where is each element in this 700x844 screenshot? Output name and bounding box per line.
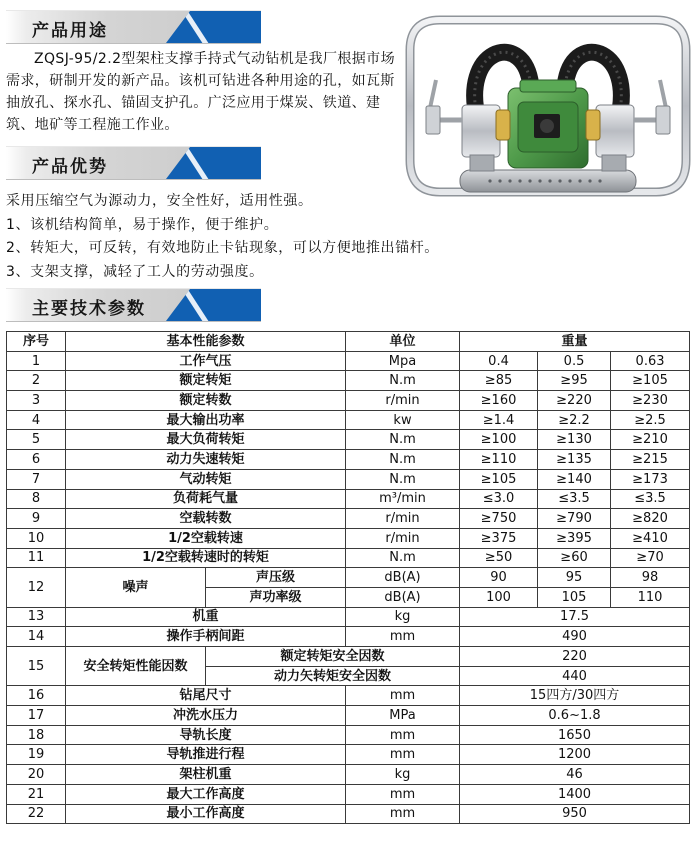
- row-number: 9: [7, 509, 66, 529]
- row-number: 12: [7, 568, 66, 607]
- row-number: 18: [7, 725, 66, 745]
- row-number: 10: [7, 528, 66, 548]
- table-row: [7, 410, 690, 430]
- unit-cell: kg: [346, 607, 460, 627]
- value-cell: ≥220: [538, 391, 611, 411]
- row-number: 8: [7, 489, 66, 509]
- unit-cell: MPa: [346, 706, 460, 726]
- unit-cell: kw: [346, 410, 460, 430]
- value-cell: ≥790: [538, 509, 611, 529]
- param-group: 安全转矩性能因数: [66, 647, 206, 686]
- param-name: 动力矢转矩安全因数: [206, 666, 460, 686]
- advantage-line: 2、转矩大，可反转，有效地防止卡钻现象，可以方便地推出锚杆。: [6, 240, 439, 256]
- row-number: 22: [7, 804, 66, 824]
- param-name: 钻尾尺寸: [66, 686, 346, 706]
- table-row: [7, 528, 690, 548]
- header-accent-stripe: [166, 289, 261, 321]
- table-row: [7, 804, 690, 824]
- value-cell: ≥410: [611, 528, 690, 548]
- advantage-line: 采用压缩空气为源动力，安全性好，适用性强。: [6, 193, 313, 209]
- value-cell: ≥215: [611, 450, 690, 470]
- value-cell: 46: [460, 765, 690, 785]
- section-header-advantage: [6, 146, 261, 180]
- value-cell: ≥173: [611, 469, 690, 489]
- table-row: [7, 765, 690, 785]
- param-name: 空载转数: [66, 509, 346, 529]
- value-cell: ≥2.5: [611, 410, 690, 430]
- value-cell: ≤3.5: [538, 489, 611, 509]
- param-name: 额定转数: [66, 391, 346, 411]
- param-name: 工作气压: [66, 351, 346, 371]
- row-number: 21: [7, 784, 66, 804]
- param-name: 负荷耗气量: [66, 489, 346, 509]
- header-unit: 单位: [346, 332, 460, 352]
- unit-cell: m³/min: [346, 489, 460, 509]
- value-cell: ≥105: [460, 469, 538, 489]
- param-name: 最大工作高度: [66, 784, 346, 804]
- header-param: 基本性能参数: [66, 332, 346, 352]
- table-row: [7, 371, 690, 391]
- table-row: [7, 509, 690, 529]
- param-name: 额定转矩安全因数: [206, 647, 460, 667]
- table-row: [7, 706, 690, 726]
- value-cell: ≥210: [611, 430, 690, 450]
- table-row: [7, 489, 690, 509]
- table-row: [7, 351, 690, 371]
- product-photo: [400, 10, 696, 210]
- unit-cell: dB(A): [346, 568, 460, 588]
- param-name: 导轨长度: [66, 725, 346, 745]
- row-number: 3: [7, 391, 66, 411]
- param-name: 声压级: [206, 568, 346, 588]
- row-number: 1: [7, 351, 66, 371]
- value-cell: 440: [460, 666, 690, 686]
- row-number: 6: [7, 450, 66, 470]
- value-cell: 0.63: [611, 351, 690, 371]
- advantage-line: 3、支架支撑，减轻了工人的劳动强度。: [6, 263, 264, 280]
- row-number: 11: [7, 548, 66, 568]
- value-cell: 1200: [460, 745, 690, 765]
- row-number: 19: [7, 745, 66, 765]
- value-cell: 950: [460, 804, 690, 824]
- row-number: 20: [7, 765, 66, 785]
- value-cell: ≥85: [460, 371, 538, 391]
- row-number: 13: [7, 607, 66, 627]
- advantage-line: 1、该机结构简单，易于操作，便于维护。: [6, 216, 279, 233]
- value-cell: 1650: [460, 725, 690, 745]
- table-row: [7, 450, 690, 470]
- param-name: 最大输出功率: [66, 410, 346, 430]
- unit-cell: r/min: [346, 528, 460, 548]
- value-cell: 17.5: [460, 607, 690, 627]
- unit-cell: mm: [346, 745, 460, 765]
- row-number: 5: [7, 430, 66, 450]
- param-name: 最小工作高度: [66, 804, 346, 824]
- row-number: 2: [7, 371, 66, 391]
- header-accent-stripe: [166, 11, 261, 43]
- value-cell: ≤3.0: [460, 489, 538, 509]
- value-cell: 0.4: [460, 351, 538, 371]
- row-number: 16: [7, 686, 66, 706]
- param-name: 最大负荷转矩: [66, 430, 346, 450]
- advantage-list: [6, 190, 686, 284]
- value-cell: ≥60: [538, 548, 611, 568]
- row-number: 14: [7, 627, 66, 647]
- unit-cell: dB(A): [346, 587, 460, 607]
- unit-cell: mm: [346, 686, 460, 706]
- spec-table-body: [7, 351, 690, 824]
- usage-paragraph: ZQSJ-95/2.2型架柱支撑手持式气动钻机是我厂根据市场需求，研制开发的新产品。该机可钻进各种用途的孔，如瓦斯抽放孔、探水孔、锚固支护孔。广泛应用于煤炭、铁道、建筑、地矿等工程施工作业。: [6, 51, 395, 133]
- unit-cell: r/min: [346, 509, 460, 529]
- param-name: 声功率级: [206, 587, 346, 607]
- value-cell: 98: [611, 568, 690, 588]
- value-cell: 0.6~1.8: [460, 706, 690, 726]
- value-cell: ≥110: [460, 450, 538, 470]
- table-header-row: [7, 332, 690, 352]
- unit-cell: N.m: [346, 371, 460, 391]
- table-row: [7, 391, 690, 411]
- param-group: 噪声: [66, 568, 206, 607]
- value-cell: ≥1.4: [460, 410, 538, 430]
- value-cell: 490: [460, 627, 690, 647]
- header-no: 序号: [7, 332, 66, 352]
- unit-cell: kg: [346, 765, 460, 785]
- table-row: [7, 469, 690, 489]
- pneumatic-drill-photo: [400, 10, 696, 210]
- unit-cell: N.m: [346, 430, 460, 450]
- value-cell: ≥105: [611, 371, 690, 391]
- value-cell: ≥2.2: [538, 410, 611, 430]
- unit-cell: mm: [346, 725, 460, 745]
- param-name: 冲洗水压力: [66, 706, 346, 726]
- table-row: [7, 627, 690, 647]
- param-name: 额定转矩: [66, 371, 346, 391]
- value-cell: ≥50: [460, 548, 538, 568]
- table-row: [7, 548, 690, 568]
- unit-cell: N.m: [346, 450, 460, 470]
- table-row: [7, 568, 690, 588]
- value-cell: ≥70: [611, 548, 690, 568]
- param-name: 机重: [66, 607, 346, 627]
- row-number: 17: [7, 706, 66, 726]
- table-row: [7, 607, 690, 627]
- table-row: [7, 725, 690, 745]
- unit-cell: Mpa: [346, 351, 460, 371]
- value-cell: ≥135: [538, 450, 611, 470]
- unit-cell: mm: [346, 627, 460, 647]
- value-cell: ≥160: [460, 391, 538, 411]
- unit-cell: N.m: [346, 469, 460, 489]
- value-cell: 95: [538, 568, 611, 588]
- param-name: 架柱机重: [66, 765, 346, 785]
- value-cell: 220: [460, 647, 690, 667]
- param-name: 操作手柄间距: [66, 627, 346, 647]
- row-number: 15: [7, 647, 66, 686]
- value-cell: ≥750: [460, 509, 538, 529]
- value-cell: 90: [460, 568, 538, 588]
- row-number: 4: [7, 410, 66, 430]
- value-cell: 15四方/30四方: [460, 686, 690, 706]
- param-name: 气动转矩: [66, 469, 346, 489]
- table-row: [7, 647, 690, 667]
- value-cell: ≥230: [611, 391, 690, 411]
- row-number: 7: [7, 469, 66, 489]
- spec-table: [6, 331, 690, 824]
- value-cell: 110: [611, 587, 690, 607]
- value-cell: ≥130: [538, 430, 611, 450]
- section-header-usage: [6, 10, 261, 44]
- value-cell: ≥100: [460, 430, 538, 450]
- unit-cell: N.m: [346, 548, 460, 568]
- value-cell: 105: [538, 587, 611, 607]
- table-row: [7, 686, 690, 706]
- param-name: 1/2空载转速: [66, 528, 346, 548]
- section-title: 产品优势: [32, 157, 108, 177]
- table-row: [7, 745, 690, 765]
- section-title: 主要技术参数: [32, 299, 146, 319]
- unit-cell: mm: [346, 784, 460, 804]
- value-cell: ≥820: [611, 509, 690, 529]
- value-cell: 1400: [460, 784, 690, 804]
- section-title: 产品用途: [32, 21, 108, 41]
- table-row: [7, 430, 690, 450]
- param-name: 导轨推进行程: [66, 745, 346, 765]
- param-name: 动力失速转矩: [66, 450, 346, 470]
- header-accent-stripe: [166, 147, 261, 179]
- value-cell: ≥95: [538, 371, 611, 391]
- value-cell: ≤3.5: [611, 489, 690, 509]
- value-cell: ≥140: [538, 469, 611, 489]
- value-cell: ≥395: [538, 528, 611, 548]
- table-row: [7, 784, 690, 804]
- value-cell: ≥375: [460, 528, 538, 548]
- value-cell: 100: [460, 587, 538, 607]
- unit-cell: mm: [346, 804, 460, 824]
- unit-cell: r/min: [346, 391, 460, 411]
- value-cell: 0.5: [538, 351, 611, 371]
- header-value: 重量: [460, 332, 690, 352]
- param-name: 1/2空载转速时的转矩: [66, 548, 346, 568]
- section-header-specs: [6, 288, 261, 322]
